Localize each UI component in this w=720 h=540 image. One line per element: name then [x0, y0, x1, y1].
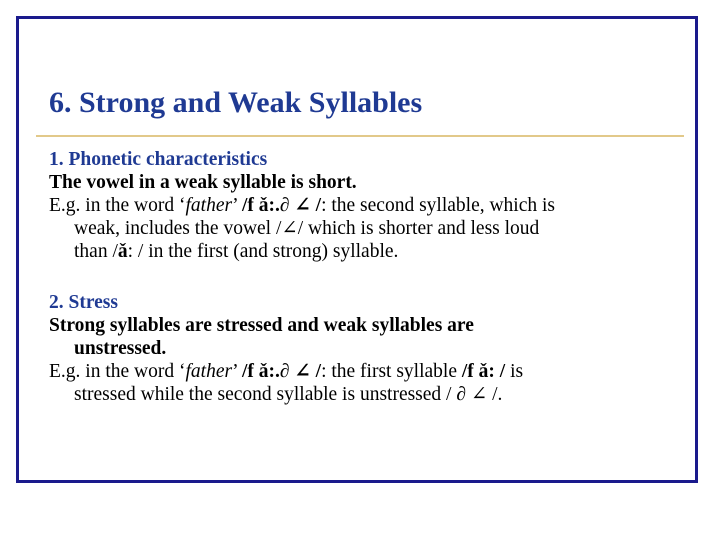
example-text: : the second syllable, which is — [321, 195, 556, 216]
example-prefix: E.g. in the word ‘ — [49, 361, 186, 382]
example-line — [49, 194, 689, 217]
title-divider — [36, 135, 684, 137]
phonetic-transcription: /f ǎ:.∂ ∠ / — [242, 195, 322, 216]
phonetic-transcription: /f ǎ: / — [461, 361, 506, 382]
example-text: is — [505, 361, 524, 382]
weak-vowel-statement: The vowel in a weak syllable is short. — [49, 172, 357, 193]
example-continuation: than /ǎ: / in the first (and strong) syllable. — [74, 241, 399, 262]
example-word: father — [185, 361, 233, 382]
section-heading-phonetic: 1. Phonetic characteristics — [49, 149, 268, 170]
phonetic-symbol: ǎ — [117, 241, 128, 262]
stress-statement-continuation: unstressed. — [74, 338, 167, 359]
example-quote: ’ — [232, 361, 242, 382]
slide-title: 6. Strong and Weak Syllables — [49, 86, 423, 119]
section-spacer — [49, 263, 689, 291]
section-heading-stress: 2. Stress — [49, 292, 118, 313]
example-text: : the first syllable — [321, 361, 462, 382]
example-prefix: E.g. in the word ‘ — [49, 195, 186, 216]
example-quote: ’ — [232, 195, 242, 216]
example-word: father — [185, 195, 233, 216]
example-line — [49, 360, 689, 383]
stress-statement: Strong syllables are stressed and weak syllables are — [49, 315, 474, 336]
phonetic-transcription: /f ǎ:.∂ ∠ / — [242, 361, 322, 382]
example-continuation: stressed while the second syllable is unstressed / ∂ ∠ /. — [74, 384, 503, 405]
example-continuation: weak, includes the vowel /∠/ which is shorter and less loud — [74, 218, 540, 239]
slide-body — [49, 148, 689, 406]
